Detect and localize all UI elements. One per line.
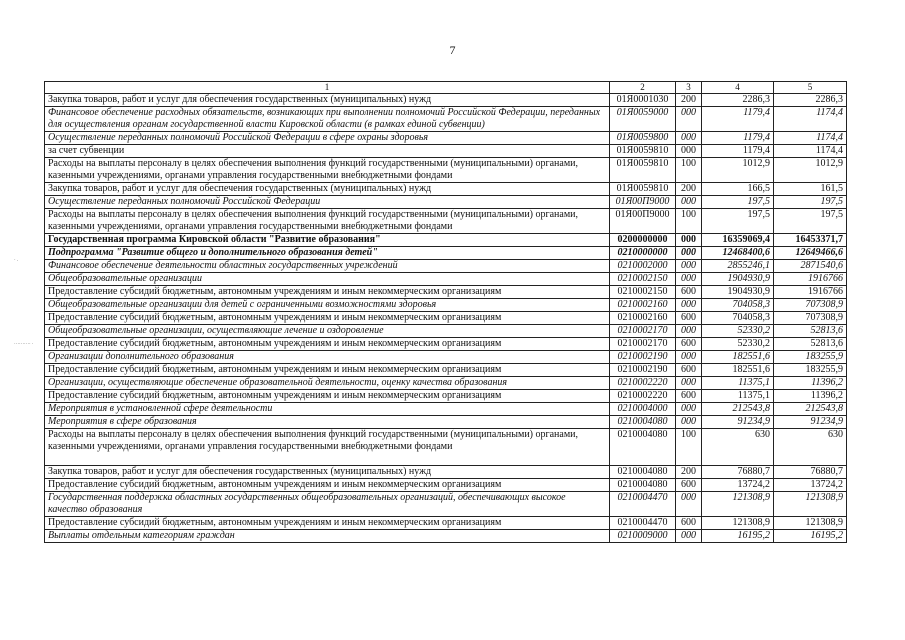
row-code-cell: 0210002220 [610,377,676,390]
row-value-2017-cell: 1179,4 [702,145,774,158]
column-header: 5 [774,82,847,94]
row-type-cell: 000 [676,260,702,273]
row-name-cell: Предоставление субсидий бюджетным, автономным учреждениям и иным некоммерческим организациям [45,479,610,492]
row-name-cell: Закупка товаров, работ и услуг для обеспечения государственных (муниципальных) нужд [45,466,610,479]
row-code-cell: 0210004470 [610,492,676,517]
scan-mark: ·········· · [14,342,34,347]
row-value-2017-cell: 1904930,9 [702,273,774,286]
row-value-2018-cell: 1916766 [774,286,847,299]
row-code-cell: 01Я00П9000 [610,209,676,234]
row-type-cell: 600 [676,479,702,492]
row-value-2017-cell: 13724,2 [702,479,774,492]
row-type-cell: 100 [676,209,702,234]
row-name-cell: Финансовое обеспечение деятельности областных государственных учреждений [45,260,610,273]
row-name-cell: Финансовое обеспечение расходных обязательств, возникающих при выполнении полномочий Российской Федерации, переданных для осуществления органам государственной власти Кировской области (в рамках единой субвенции) [45,107,610,132]
row-code-cell: 0210004080 [610,429,676,466]
row-value-2018-cell: 16453371,7 [774,234,847,247]
column-header: 1 [45,82,610,94]
row-type-cell: 000 [676,234,702,247]
row-value-2017-cell: 704058,3 [702,299,774,312]
row-type-cell: 000 [676,403,702,416]
table-row [45,466,847,479]
row-value-2017-cell: 630 [702,429,774,466]
table-row [45,312,847,325]
row-code-cell: 01Я0059800 [610,132,676,145]
row-code-cell: 0210004080 [610,416,676,429]
table-row [45,234,847,247]
row-name-cell: Расходы на выплаты персоналу в целях обеспечения выполнения функций государственными (муниципальными) органами, казенными учреждениями, органами управления государственными внебюджетными фондами [45,429,610,466]
row-type-cell: 000 [676,107,702,132]
row-code-cell: 0210002170 [610,325,676,338]
row-type-cell: 000 [676,132,702,145]
row-value-2017-cell: 1904930,9 [702,286,774,299]
row-value-2017-cell: 16195,2 [702,530,774,543]
row-type-cell: 000 [676,530,702,543]
row-value-2018-cell: 197,5 [774,209,847,234]
row-value-2017-cell: 166,5 [702,183,774,196]
row-code-cell: 0210002190 [610,351,676,364]
row-value-2017-cell: 11375,1 [702,390,774,403]
row-value-2017-cell: 182551,6 [702,364,774,377]
row-code-cell: 0200000000 [610,234,676,247]
row-type-cell: 000 [676,247,702,260]
row-name-cell: Мероприятия в сфере образования [45,416,610,429]
row-code-cell: 0210004080 [610,479,676,492]
table-row [45,260,847,273]
row-value-2018-cell: 91234,9 [774,416,847,429]
row-code-cell: 0210002170 [610,338,676,351]
row-code-cell: 01Я0059810 [610,158,676,183]
row-value-2017-cell: 16359069,4 [702,234,774,247]
row-name-cell: Общеобразовательные организации [45,273,610,286]
table-row [45,403,847,416]
table-row [45,183,847,196]
table-row [45,247,847,260]
column-header: 3 [676,82,702,94]
row-value-2018-cell: 16195,2 [774,530,847,543]
row-type-cell: 000 [676,299,702,312]
scan-mark: · . [14,258,19,263]
row-type-cell: 200 [676,466,702,479]
row-value-2018-cell: 197,5 [774,196,847,209]
table-row [45,145,847,158]
row-code-cell: 01Я0059810 [610,145,676,158]
row-value-2018-cell: 52813,6 [774,325,847,338]
row-value-2017-cell: 1012,9 [702,158,774,183]
row-name-cell: Мероприятия в установленной сфере деятельности [45,403,610,416]
row-code-cell: 01Я0059810 [610,183,676,196]
row-code-cell: 01Я0059000 [610,107,676,132]
column-header: 4 [702,82,774,94]
row-value-2018-cell: 12649466,6 [774,247,847,260]
row-name-cell: Предоставление субсидий бюджетным, автономным учреждениям и иным некоммерческим организациям [45,517,610,530]
row-value-2018-cell: 1174,4 [774,107,847,132]
row-value-2018-cell: 1174,4 [774,145,847,158]
table-header-row [45,82,847,94]
row-value-2018-cell: 11396,2 [774,377,847,390]
row-code-cell: 0210002150 [610,286,676,299]
table-row [45,364,847,377]
row-value-2017-cell: 76880,7 [702,466,774,479]
column-header: 2 [610,82,676,94]
row-code-cell: 0210004080 [610,466,676,479]
row-value-2018-cell: 11396,2 [774,390,847,403]
table-row [45,325,847,338]
row-value-2017-cell: 2286,3 [702,94,774,107]
row-type-cell: 100 [676,429,702,466]
row-name-cell: Предоставление субсидий бюджетным, автономным учреждениям и иным некоммерческим организациям [45,390,610,403]
table-row [45,299,847,312]
row-code-cell: 0210002150 [610,273,676,286]
row-name-cell: Расходы на выплаты персоналу в целях обеспечения выполнения функций государственными (муниципальными) органами, казенными учреждениями, органами управления государственными внебюджетными фондами [45,158,610,183]
row-type-cell: 600 [676,312,702,325]
row-type-cell: 000 [676,145,702,158]
table-row [45,94,847,107]
row-value-2018-cell: 76880,7 [774,466,847,479]
row-code-cell: 0210009000 [610,530,676,543]
row-name-cell: Закупка товаров, работ и услуг для обеспечения государственных (муниципальных) нужд [45,94,610,107]
table-row [45,158,847,183]
table-row [45,273,847,286]
row-name-cell: Государственная поддержка областных государственных общеобразовательных организаций, обеспечивающих высокое качество образования [45,492,610,517]
row-name-cell: Предоставление субсидий бюджетным, автономным учреждениям и иным некоммерческим организациям [45,286,610,299]
row-code-cell: 01Я0001030 [610,94,676,107]
row-value-2018-cell: 1916766 [774,273,847,286]
row-code-cell: 0210004000 [610,403,676,416]
row-name-cell: Закупка товаров, работ и услуг для обеспечения государственных (муниципальных) нужд [45,183,610,196]
row-value-2017-cell: 197,5 [702,209,774,234]
row-value-2018-cell: 212543,8 [774,403,847,416]
row-name-cell: Общеобразовательные организации, осуществляющие лечение и оздоровление [45,325,610,338]
row-value-2018-cell: 1174,4 [774,132,847,145]
row-name-cell: Расходы на выплаты персоналу в целях обеспечения выполнения функций государственными (муниципальными) органами, казенными учреждениями, органами управления государственными внебюджетными фондами [45,209,610,234]
table-row [45,479,847,492]
row-type-cell: 200 [676,183,702,196]
row-value-2018-cell: 183255,9 [774,351,847,364]
table-row [45,377,847,390]
row-name-cell: Осуществление переданных полномочий Российской Федерации [45,196,610,209]
row-type-cell: 000 [676,377,702,390]
row-name-cell: Общеобразовательные организации для детей с ограниченными возможностями здоровья [45,299,610,312]
row-type-cell: 000 [676,416,702,429]
table-row [45,390,847,403]
table-row [45,429,847,466]
row-value-2018-cell: 183255,9 [774,364,847,377]
row-value-2017-cell: 52330,2 [702,325,774,338]
row-type-cell: 200 [676,94,702,107]
row-type-cell: 600 [676,390,702,403]
row-type-cell: 000 [676,196,702,209]
row-value-2018-cell: 121308,9 [774,517,847,530]
row-type-cell: 600 [676,338,702,351]
row-value-2017-cell: 182551,6 [702,351,774,364]
table-row [45,286,847,299]
row-value-2017-cell: 1179,4 [702,107,774,132]
row-type-cell: 000 [676,325,702,338]
row-code-cell: 0210002000 [610,260,676,273]
table-row [45,416,847,429]
row-name-cell: Осуществление переданных полномочий Российской Федерации в сфере охраны здоровья [45,132,610,145]
table-row [45,530,847,543]
row-name-cell: Предоставление субсидий бюджетным, автономным учреждениям и иным некоммерческим организациям [45,338,610,351]
row-value-2017-cell: 121308,9 [702,492,774,517]
table-row [45,351,847,364]
row-name-cell: Выплаты отдельным категориям граждан [45,530,610,543]
row-value-2017-cell: 12468400,6 [702,247,774,260]
row-name-cell: Государственная программа Кировской области "Развитие образования" [45,234,610,247]
row-value-2017-cell: 121308,9 [702,517,774,530]
table-row [45,492,847,517]
row-value-2017-cell: 1179,4 [702,132,774,145]
row-value-2018-cell: 707308,9 [774,312,847,325]
row-value-2017-cell: 91234,9 [702,416,774,429]
row-name-cell: Предоставление субсидий бюджетным, автономным учреждениям и иным некоммерческим организациям [45,312,610,325]
row-value-2018-cell: 630 [774,429,847,466]
row-type-cell: 000 [676,492,702,517]
table-row [45,196,847,209]
row-code-cell: 0210000000 [610,247,676,260]
table-row [45,107,847,132]
row-code-cell: 0210002220 [610,390,676,403]
row-name-cell: за счет субвенции [45,145,610,158]
row-name-cell: Предоставление субсидий бюджетным, автономным учреждениям и иным некоммерческим организациям [45,364,610,377]
row-code-cell: 0210002160 [610,312,676,325]
row-value-2017-cell: 11375,1 [702,377,774,390]
row-value-2017-cell: 212543,8 [702,403,774,416]
row-value-2018-cell: 121308,9 [774,492,847,517]
row-type-cell: 600 [676,364,702,377]
row-value-2018-cell: 1012,9 [774,158,847,183]
row-value-2017-cell: 197,5 [702,196,774,209]
row-value-2018-cell: 2871540,6 [774,260,847,273]
row-type-cell: 100 [676,158,702,183]
row-type-cell: 600 [676,286,702,299]
row-value-2018-cell: 2286,3 [774,94,847,107]
table-row [45,338,847,351]
row-value-2018-cell: 707308,9 [774,299,847,312]
row-name-cell: Организации дополнительного образования [45,351,610,364]
row-code-cell: 0210004470 [610,517,676,530]
row-code-cell: 0210002190 [610,364,676,377]
row-name-cell: Организации, осуществляющие обеспечение образовательной деятельности, оценку качества образования [45,377,610,390]
table-row [45,209,847,234]
row-type-cell: 600 [676,517,702,530]
row-value-2018-cell: 52813,6 [774,338,847,351]
row-value-2018-cell: 161,5 [774,183,847,196]
row-value-2017-cell: 2855246,1 [702,260,774,273]
page-number: 7 [449,43,456,57]
row-value-2017-cell: 704058,3 [702,312,774,325]
row-value-2018-cell: 13724,2 [774,479,847,492]
row-type-cell: 000 [676,351,702,364]
table-row [45,517,847,530]
row-value-2017-cell: 52330,2 [702,338,774,351]
budget-table [44,81,847,543]
row-code-cell: 0210002160 [610,299,676,312]
row-name-cell: Подпрограмма "Развитие общего и дополнительного образования детей" [45,247,610,260]
row-code-cell: 01Я00П9000 [610,196,676,209]
row-type-cell: 000 [676,273,702,286]
table-row [45,132,847,145]
